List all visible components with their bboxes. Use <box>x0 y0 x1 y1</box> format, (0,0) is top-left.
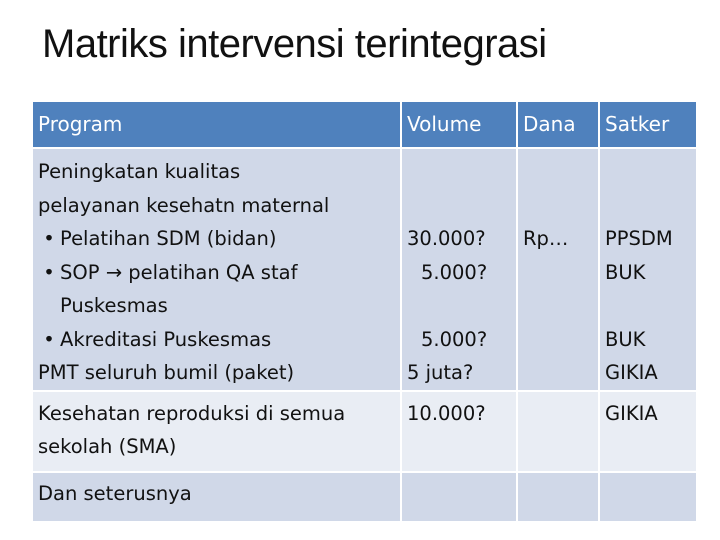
volume-value: 30.000? <box>407 227 486 250</box>
satker-cell <box>599 148 697 391</box>
volume-value: 5 juta? <box>407 361 474 384</box>
intervention-matrix-table <box>31 100 698 523</box>
dana-cell <box>517 148 599 391</box>
table-row <box>32 472 697 522</box>
volume-cell <box>401 391 517 472</box>
table-header-row <box>32 101 697 148</box>
header-satker: Satker <box>599 101 697 148</box>
header-program: Program <box>32 101 401 148</box>
satker-value: BUK <box>605 260 646 284</box>
volume-value: 5.000? <box>421 327 488 351</box>
program-line: pelayanan kesehatn maternal <box>38 193 330 217</box>
bullet-continuation: Puskesmas <box>60 294 168 317</box>
volume-cell <box>401 148 517 391</box>
satker-value: PPSDM <box>605 227 673 250</box>
volume-cell <box>401 472 517 522</box>
dana-value: Rp… <box>523 227 569 250</box>
dana-cell <box>517 391 599 472</box>
arrow-right-icon: → <box>105 260 123 284</box>
program-line: Kesehatan reproduksi di semua <box>38 401 346 425</box>
table-row <box>32 391 697 472</box>
program-line: sekolah (SMA) <box>38 435 177 458</box>
header-volume: Volume <box>401 101 517 148</box>
bullet-item: • Pelatihan SDM (bidan) <box>38 222 400 256</box>
satker-value: GIKIA <box>605 361 658 384</box>
volume-value: 5.000? <box>421 260 488 284</box>
satker-cell <box>599 391 697 472</box>
satker-value: GIKIA <box>605 401 658 425</box>
program-cell <box>32 391 401 472</box>
program-cell <box>32 148 401 391</box>
dana-cell <box>517 472 599 522</box>
table-row <box>32 148 697 391</box>
page-title: Matriks intervensi terintegrasi <box>42 22 547 66</box>
program-line: Peningkatan kualitas <box>38 160 241 183</box>
bullet-item: • SOP → pelatihan QA staf <box>38 256 400 290</box>
satker-value: BUK <box>605 327 646 351</box>
satker-cell <box>599 472 697 522</box>
program-line: Dan seterusnya <box>38 481 192 505</box>
program-line: PMT seluruh bumil (paket) <box>38 361 295 384</box>
bullet-item: • Akreditasi Puskesmas <box>38 323 400 357</box>
header-dana: Dana <box>517 101 599 148</box>
program-cell <box>32 472 401 522</box>
volume-value: 10.000? <box>407 401 486 425</box>
